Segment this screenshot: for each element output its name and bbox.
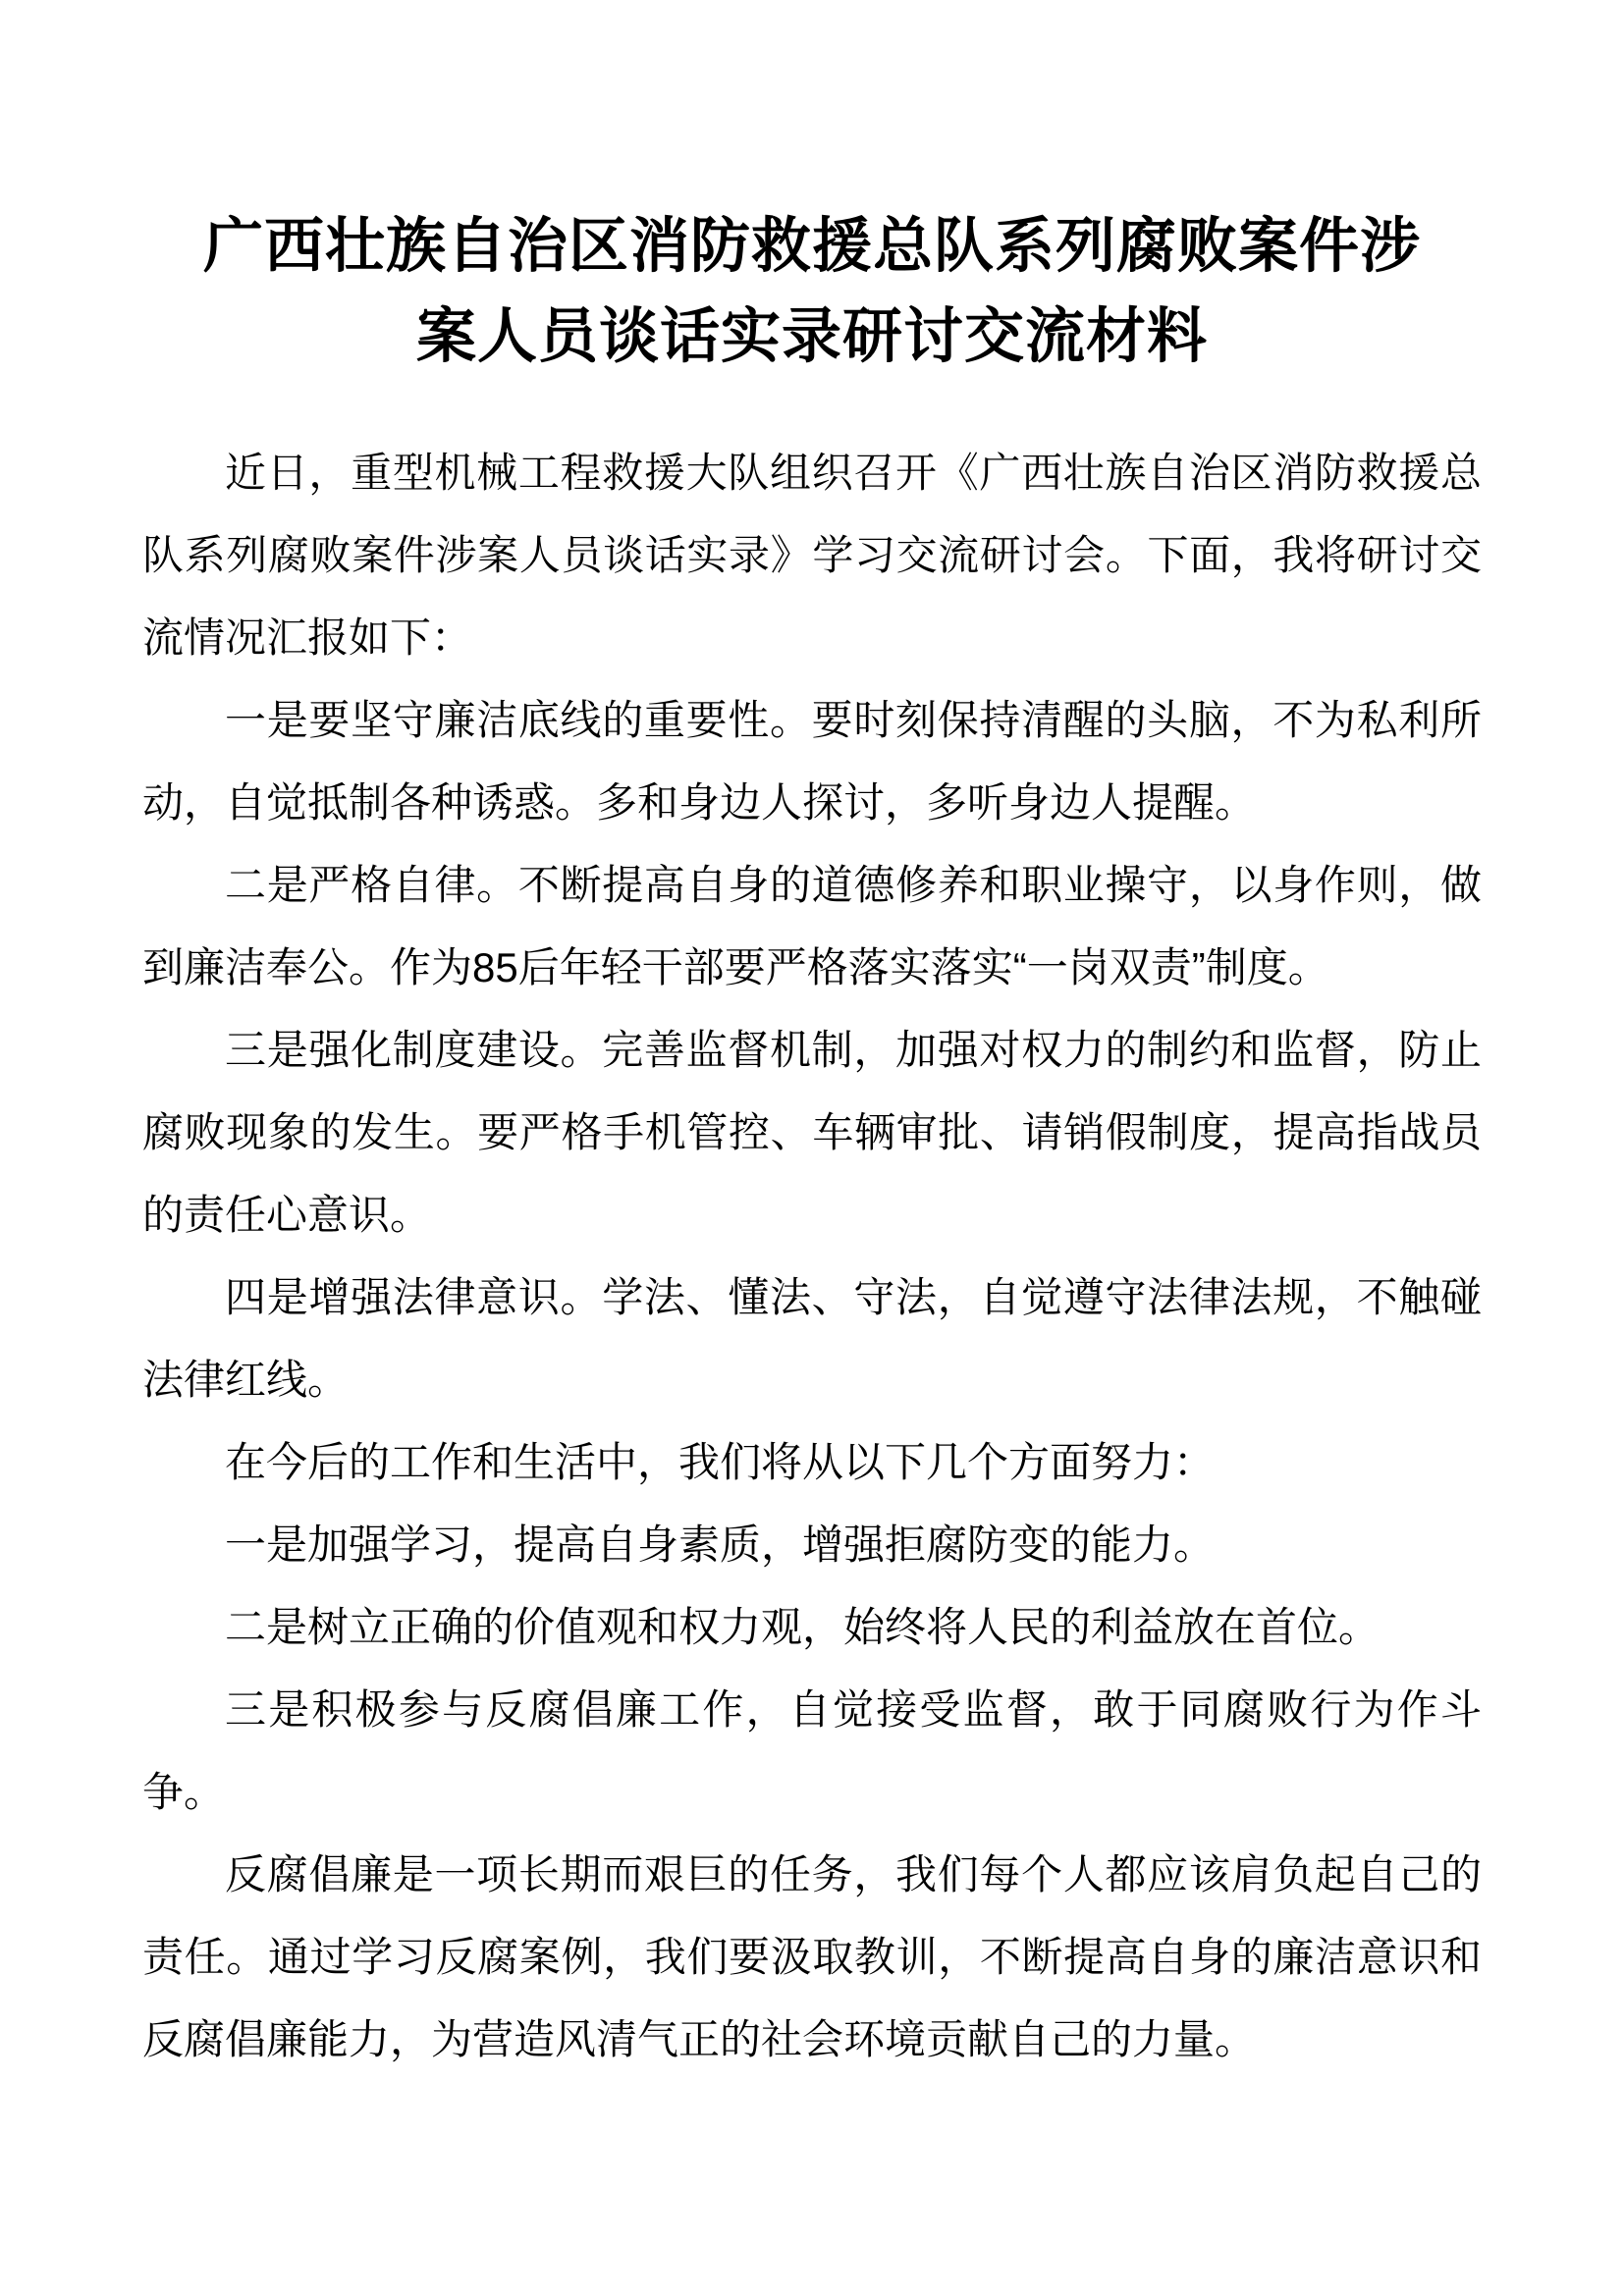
- paragraph: 一是要坚守廉洁底线的重要性。要时刻保持清醒的头脑，不为私利所动，自觉抵制各种诱惑。多和身边人探讨，多听身边人提醒。: [142, 697, 1482, 826]
- paragraph: 二是树立正确的价值观和权力观，始终将人民的利益放在首位。: [225, 1604, 1380, 1650]
- paragraph: 在今后的工作和生活中，我们将从以下几个方面努力：: [225, 1439, 1216, 1485]
- paragraph: 一是加强学习，提高自身素质，增强拒腐防变的能力。: [225, 1522, 1216, 1568]
- paragraph: 三是强化制度建设。完善监督机制，加强对权力的制约和监督，防止腐败现象的发生。要严格手机管控、车辆审批、请销假制度，提高指战员的责任心意识。: [142, 1027, 1482, 1238]
- paragraph: 四是增强法律意识。学法、懂法、守法，自觉遵守法律法规，不触碰法律红线。: [142, 1274, 1482, 1403]
- document-body: [142, 432, 1482, 2081]
- paragraph: 近日，重型机械工程救援大队组织召开《广西壮族自治区消防救援总队系列腐败案件涉案人员谈话实录》学习交流研讨会。下面，我将研讨交流情况汇报如下：: [142, 450, 1482, 661]
- document-title: 广西壮族自治区消防救援总队系列腐败案件涉案人员谈话实录研讨交流材料: [202, 212, 1421, 369]
- paragraph: 三是积极参与反腐倡廉工作，自觉接受监督，敢于同腐败行为作斗争。: [142, 1686, 1482, 1815]
- paragraph: 反腐倡廉是一项长期而艰巨的任务，我们每个人都应该肩负起自己的责任。通过学习反腐案例，我们要汲取教训，不断提高自身的廉洁意识和反腐倡廉能力，为营造风清气正的社会环境贡献自己的力量。: [142, 1851, 1482, 2062]
- paragraph: 二是严格自律。不断提高自身的道德修养和职业操守，以身作则，做到廉洁奉公。作为85后年轻干部要严格落实落实“一岗双责”制度。: [142, 862, 1482, 990]
